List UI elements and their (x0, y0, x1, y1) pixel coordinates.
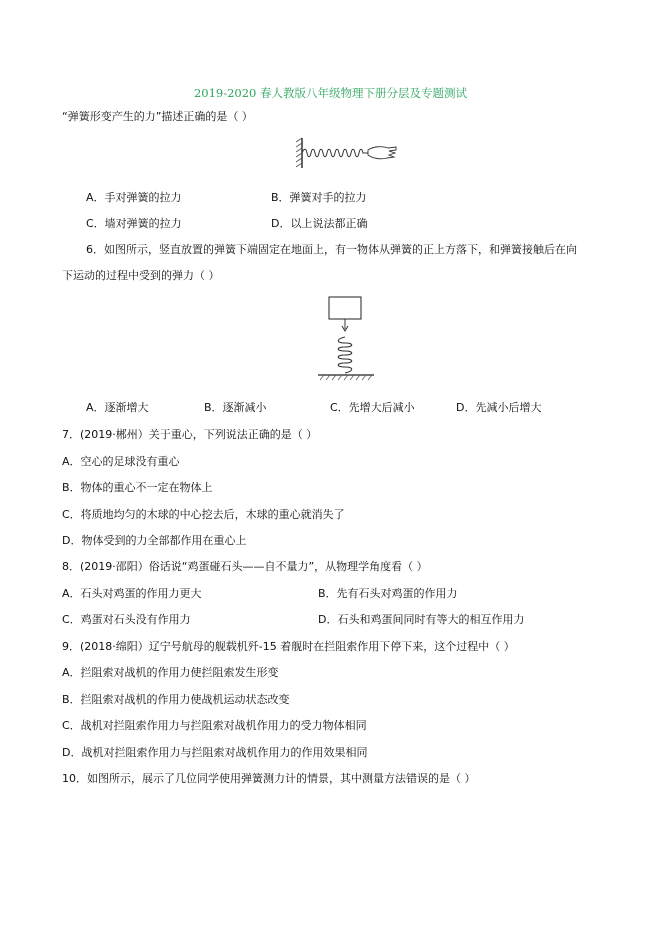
question-8-stem: 8．(2019·邵阳）俗话说“鸡蛋碰石头——自不量力”，从物理学角度看（ ） (62, 560, 428, 573)
q8-option-b[interactable]: B．先有石头对鸡蛋的作用力 (318, 587, 458, 600)
q9-option-b[interactable]: B．拦阻索对战机的作用力使战机运动状态改变 (62, 693, 290, 706)
q7-option-b[interactable]: B．物体的重心不一定在物体上 (62, 481, 213, 494)
question-7-stem: 7．(2019·郴州）关于重心，下列说法正确的是（ ） (62, 428, 318, 441)
q6-option-a[interactable]: A．逐渐增大 (86, 401, 149, 414)
q5-option-a[interactable]: A．手对弹簧的拉力 (86, 191, 182, 204)
q8-option-a[interactable]: A．石头对鸡蛋的作用力更大 (62, 587, 202, 600)
q5-option-d[interactable]: D．以上说法都正确 (271, 217, 368, 230)
q6-option-b[interactable]: B．逐渐减小 (204, 401, 267, 414)
page-title: 2019-2020 春人教版八年级物理下册分层及专题测试 (193, 86, 468, 100)
question-9-stem: 9．(2018·绵阳）辽宁号航母的舰载机歼-15 着舰时在拦阻索作用下停下来，这个过程中（ ） (62, 640, 515, 653)
q5-option-b[interactable]: B．弹簧对手的拉力 (271, 191, 367, 204)
q9-option-c[interactable]: C．战机对拦阻索作用力与拦阻索对战机作用力的受力物体相同 (62, 719, 367, 732)
question-6-stem-line1: 6．如图所示，竖直放置的弹簧下端固定在地面上，有一物体从弹簧的正上方落下，和弹簧接触后在向 (86, 243, 577, 256)
q6-option-d[interactable]: D．先减小后增大 (456, 401, 542, 414)
q7-option-d[interactable]: D．物体受到的力全部都作用在重心上 (62, 534, 247, 547)
q9-option-a[interactable]: A．拦阻索对战机的作用力使拦阻索发生形变 (62, 666, 279, 679)
q9-option-d[interactable]: D．战机对拦阻索作用力与拦阻索对战机作用力的作用效果相同 (62, 746, 368, 759)
q7-option-c[interactable]: C．将质地均匀的木球的中心挖去后，木球的重心就消失了 (62, 508, 345, 521)
q8-option-c[interactable]: C．鸡蛋对石头没有作用力 (62, 613, 191, 626)
question-5-stem: “弹簧形变产生的力”描述正确的是（ ） (62, 110, 253, 123)
q7-option-a[interactable]: A．空心的足球没有重心 (62, 455, 180, 468)
q8-option-d[interactable]: D．石头和鸡蛋间同时有等大的相互作用力 (318, 613, 525, 626)
q5-option-c[interactable]: C．墙对弹簧的拉力 (86, 217, 182, 230)
question-10-stem: 10．如图所示，展示了几位同学使用弹簧测力计的情景，其中测量方法错误的是（ ） (62, 772, 476, 785)
falling-block-spring-figure (314, 295, 378, 383)
question-6-stem-line2: 下运动的过程中受到的弹力（ ） (62, 269, 220, 282)
q6-option-c[interactable]: C．先增大后减小 (330, 401, 415, 414)
spring-wall-hand-figure (292, 136, 400, 170)
